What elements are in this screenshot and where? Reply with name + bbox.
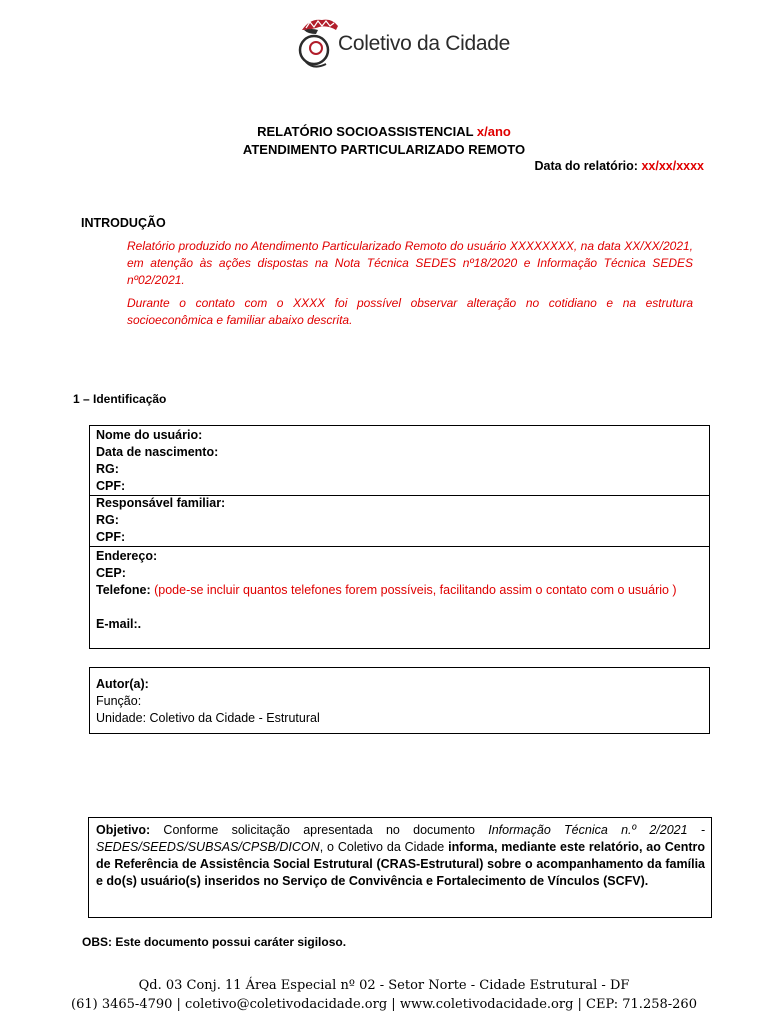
phone-label: Telefone: [96, 583, 155, 597]
footer-contact: (61) 3465-4790 | coletivo@coletivodacidade.org | www.coletivodacidade.org | CEP: 71.258-260 [71, 997, 697, 1012]
footer-address: Qd. 03 Conj. 11 Área Especial nº 02 - Setor Norte - Cidade Estrutural - DF [138, 978, 630, 993]
intro-paragraph-2: Durante o contato com o XXXX foi possível observar alteração no cotidiano e na estrutura socioeconômica e familiar abaixo descrita. [127, 296, 693, 327]
identification-user-row [90, 426, 709, 496]
author-label: Autor(a): [96, 677, 149, 691]
phone-line [96, 582, 686, 599]
birth-date-label: Data de nascimento: [96, 445, 219, 459]
report-date [534, 159, 704, 173]
cpf-label: CPF: [96, 479, 126, 493]
report-date-value: xx/xx/xxxx [641, 159, 704, 173]
objective-text-1: Conforme solicitação apresentada no documento [150, 823, 489, 837]
logo-text: Coletivo da Cidade [338, 32, 511, 55]
report-date-label: Data do relatório: [534, 159, 642, 173]
unit-label: Unidade: Coletivo da Cidade - Estrutural [96, 711, 320, 725]
objective-box [88, 817, 712, 918]
report-title [0, 124, 768, 139]
email-label: E-mail:. [96, 617, 142, 631]
intro-heading: INTRODUÇÃO [81, 216, 166, 230]
confidentiality-note: OBS: Este documento possui caráter sigiloso. [82, 935, 347, 949]
report-title-text: RELATÓRIO SOCIOASSISTENCIAL [257, 124, 477, 139]
objective-text-2: , o Coletivo da Cidade [319, 840, 449, 854]
role-label: Função: [96, 694, 142, 708]
report-title-placeholder: x/ano [476, 124, 511, 139]
report-subtitle: ATENDIMENTO PARTICULARIZADO REMOTO [242, 142, 526, 157]
objective-text-3: informa, mediante este relatório, ao Centro de Referência de Assistência Social Estrutural (CRAS-Estrutural) sobre o acompanhamento da família e do(s) usuário(s) inseridos no Serviço de Convivência e Fortalecimento de Vínculos (SCFV). [96, 840, 706, 888]
guardian-rg-label: RG: [96, 513, 119, 527]
intro-paragraph-1: Relatório produzido no Atendimento Particularizado Remoto do usuário XXXXXXXX, na data XX/XX/2021, em atenção às ações dispostas na Nota Técnica SEDES nº18/2020 e Informação Técnica SEDES nº02/2021. [127, 239, 693, 287]
section-identification-heading: 1 – Identificação [73, 392, 167, 406]
objective-doc-ref: Informação Técnica n.º 2/2021 - SEDES/SEEDS/SUBSAS/CPSB/DICON [96, 823, 705, 854]
objective-label: Objetivo: [96, 823, 151, 837]
logo-emblem-icon [296, 16, 344, 74]
author-box [89, 667, 710, 734]
guardian-label: Responsável familiar: [96, 496, 226, 510]
identification-table [89, 425, 710, 649]
guardian-cpf-label: CPF: [96, 530, 126, 544]
address-label: Endereço: [96, 549, 158, 563]
rg-label: RG: [96, 462, 119, 476]
phone-note: (pode-se incluir quantos telefones forem possíveis, facilitando assim o contato com o usuário ) [154, 583, 677, 597]
user-name-label: Nome do usuário: [96, 428, 203, 442]
cep-label: CEP: [96, 566, 126, 580]
objective-text [96, 822, 705, 890]
identification-contact-row [90, 547, 709, 650]
identification-guardian-row [90, 496, 709, 547]
